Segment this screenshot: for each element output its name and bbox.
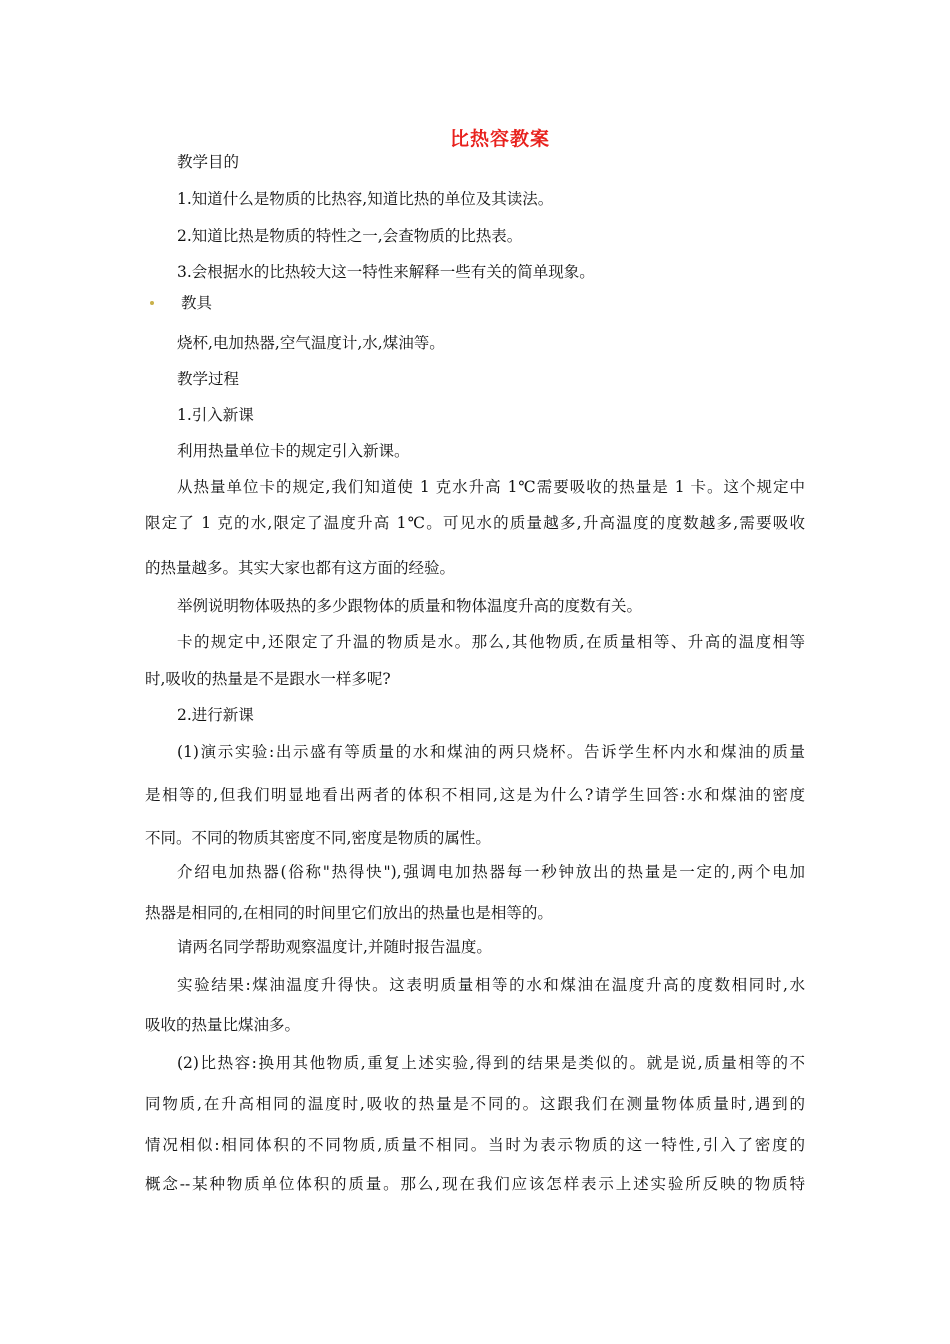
paragraph-line: 2.知道比热是物质的特性之一,会查物质的比热表。 [177, 227, 523, 245]
subheading: 1.引入新课 [177, 406, 254, 424]
paragraph-line: 1.知道什么是物质的比热容,知道比热的单位及其读法。 [177, 190, 554, 208]
heading-equipment: 教具 [181, 294, 213, 312]
subheading: 2.进行新课 [177, 706, 254, 724]
heading-process: 教学过程 [177, 370, 240, 388]
paragraph-line: 从热量单位卡的规定,我们知道使 1 克水升高 1℃需要吸收的热量是 1 卡。这个规定中 [177, 478, 805, 496]
paragraph-line: (1)演示实验:出示盛有等质量的水和煤油的两只烧杯。告诉学生杯内水和煤油的质量 [177, 743, 805, 761]
paragraph-line: 情况相似:相同体积的不同物质,质量不相同。当时为表示物质的这一特性,引入了密度的 [145, 1136, 805, 1154]
heading-objectives: 教学目的 [177, 153, 240, 171]
paragraph-line: 3.会根据水的比热较大这一特性来解释一些有关的简单现象。 [177, 263, 595, 281]
stray-dot-mark [150, 301, 154, 305]
paragraph-line: 请两名同学帮助观察温度计,并随时报告温度。 [177, 938, 492, 956]
paragraph-line: 卡的规定中,还限定了升温的物质是水。那么,其他物质,在质量相等、升高的温度相等 [177, 633, 805, 651]
paragraph-line: 实验结果:煤油温度升得快。这表明质量相等的水和煤油在温度升高的度数相同时,水 [177, 976, 805, 994]
paragraph-line: 不同。不同的物质其密度不同,密度是物质的属性。 [145, 829, 491, 847]
paragraph-line: 利用热量单位卡的规定引入新课。 [177, 442, 410, 460]
paragraph-line: 是相等的,但我们明显地看出两者的体积不相同,这是为什么?请学生回答:水和煤油的密度 [145, 786, 805, 804]
paragraph-line: 热器是相同的,在相同的时间里它们放出的热量也是相等的。 [145, 904, 553, 922]
paragraph-line: 同物质,在升高相同的温度时,吸收的热量是不同的。这跟我们在测量物体质量时,遇到的 [145, 1095, 805, 1113]
document-title: 比热容教案 [449, 128, 550, 150]
paragraph-line: (2)比热容:换用其他物质,重复上述实验,得到的结果是类似的。就是说,质量相等的不 [177, 1054, 805, 1072]
paragraph-line: 时,吸收的热量是不是跟水一样多呢? [145, 670, 391, 688]
paragraph-line: 吸收的热量比煤油多。 [145, 1016, 301, 1034]
paragraph-line: 概念--某种物质单位体积的质量。那么,现在我们应该怎样表示上述实验所反映的物质特 [145, 1175, 805, 1193]
paragraph-line: 烧杯,电加热器,空气温度计,水,煤油等。 [177, 334, 445, 352]
paragraph-line: 举例说明物体吸热的多少跟物体的质量和物体温度升高的度数有关。 [177, 597, 643, 615]
paragraph-line: 限定了 1 克的水,限定了温度升高 1℃。可见水的质量越多,升高温度的度数越多,需要吸收 [145, 514, 805, 532]
paragraph-line: 的热量越多。其实大家也都有这方面的经验。 [145, 559, 456, 577]
paragraph-line: 介绍电加热器(俗称"热得快"),强调电加热器每一秒钟放出的热量是一定的,两个电加 [177, 863, 805, 881]
